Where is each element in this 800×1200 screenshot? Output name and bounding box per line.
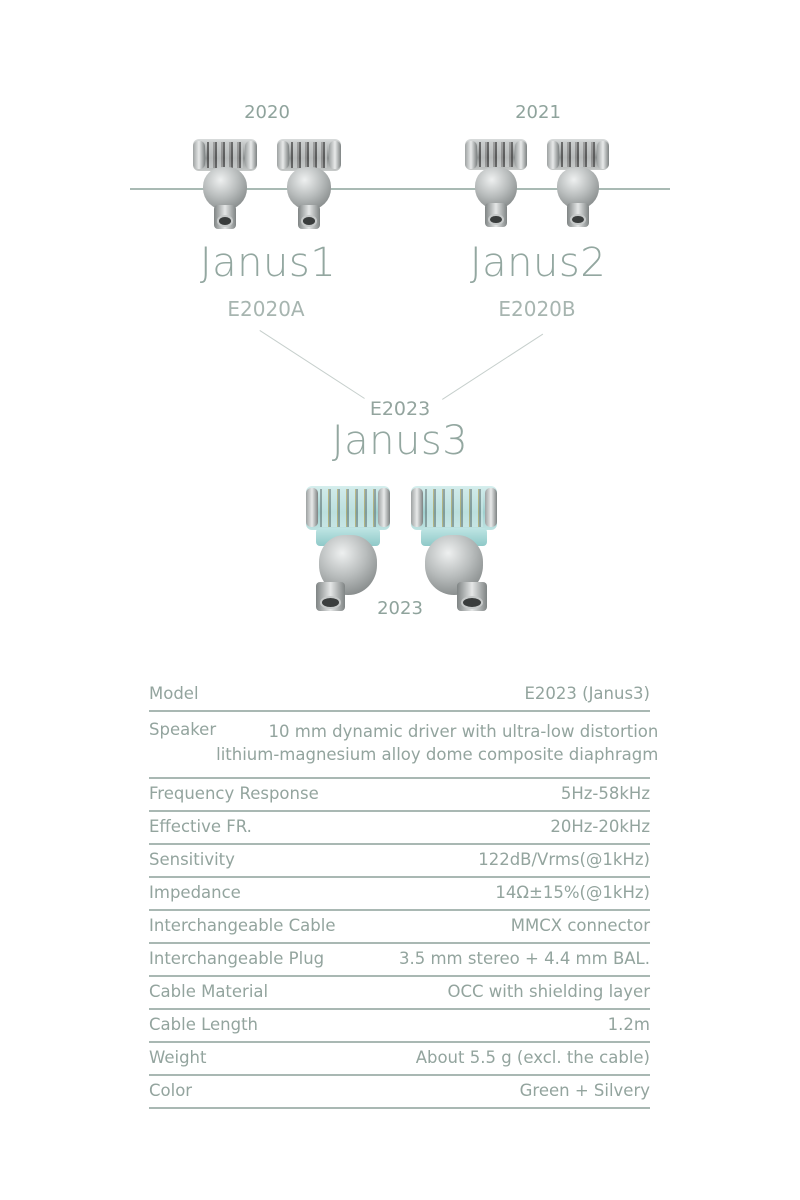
spec-value: 1.2m <box>607 1015 650 1034</box>
spec-value <box>216 720 658 766</box>
spec-row-color <box>149 1076 650 1109</box>
spec-value: 122dB/Vrms(@1kHz) <box>478 850 650 869</box>
spec-row-weight <box>149 1043 650 1076</box>
year-2020-label: 2020 <box>244 102 290 123</box>
year-2023-label: 2023 <box>377 598 423 619</box>
spec-value-line-2: lithium-magnesium alloy dome composite diaphragm <box>216 745 659 764</box>
janus1-title: Janus1 <box>199 240 337 286</box>
janus3-title: Janus3 <box>331 418 469 464</box>
spec-label: Frequency Response <box>149 784 319 803</box>
spec-value: 14Ω±15%(@1kHz) <box>495 883 650 902</box>
spec-label: Weight <box>149 1048 207 1067</box>
year-2021-label: 2021 <box>515 102 561 123</box>
spec-label: Cable Length <box>149 1015 258 1034</box>
spec-label: Sensitivity <box>149 850 235 869</box>
spec-value: OCC with shielding layer <box>447 982 650 1001</box>
janus2-title: Janus2 <box>469 240 607 286</box>
spec-label: Speaker <box>149 720 217 739</box>
spec-value: 20Hz-20kHz <box>550 817 650 836</box>
janus3-code: E2023 <box>369 398 431 420</box>
janus3-left-earphone-image <box>306 486 390 616</box>
spec-row-frequency-response <box>149 779 650 812</box>
janus3-right-earphone-image <box>411 486 497 616</box>
spec-value: 5Hz-58kHz <box>560 784 650 803</box>
janus2-code: E2020B <box>498 297 576 321</box>
janus1-right-earphone-image <box>277 139 341 233</box>
spec-value-line-1: 10 mm dynamic driver with ultra-low distortion <box>268 722 659 741</box>
connector-line-right <box>442 334 543 400</box>
spec-value: MMCX connector <box>510 916 650 935</box>
spec-value: Green + Silvery <box>519 1081 650 1100</box>
spec-label: Interchangeable Plug <box>149 949 325 968</box>
spec-label: Cable Material <box>149 982 269 1001</box>
spec-table <box>149 680 659 1109</box>
spec-row-cable-material <box>149 977 650 1010</box>
spec-row-interchangeable-cable <box>149 911 650 944</box>
spec-label: Color <box>149 1081 193 1100</box>
connector-line-left <box>259 330 364 399</box>
spec-value: About 5.5 g (excl. the cable) <box>415 1048 650 1067</box>
spec-value: E2023 (Janus3) <box>524 684 650 703</box>
spec-label: Model <box>149 684 199 703</box>
janus1-left-earphone-image <box>193 139 257 233</box>
spec-value: 3.5 mm stereo + 4.4 mm BAL. <box>399 949 650 968</box>
janus1-code: E2020A <box>227 297 305 321</box>
spec-row-interchangeable-plug <box>149 944 650 977</box>
spec-label: Interchangeable Cable <box>149 916 336 935</box>
spec-row-speaker <box>149 712 659 779</box>
spec-row-sensitivity <box>149 845 650 878</box>
spec-row-impedance <box>149 878 650 911</box>
spec-row-model <box>149 680 650 712</box>
spec-row-cable-length <box>149 1010 650 1043</box>
spec-label: Impedance <box>149 883 241 902</box>
janus2-right-earphone-image <box>547 139 609 231</box>
spec-label: Effective FR. <box>149 817 252 836</box>
janus2-left-earphone-image <box>465 139 527 231</box>
spec-row-effective-fr <box>149 812 650 845</box>
